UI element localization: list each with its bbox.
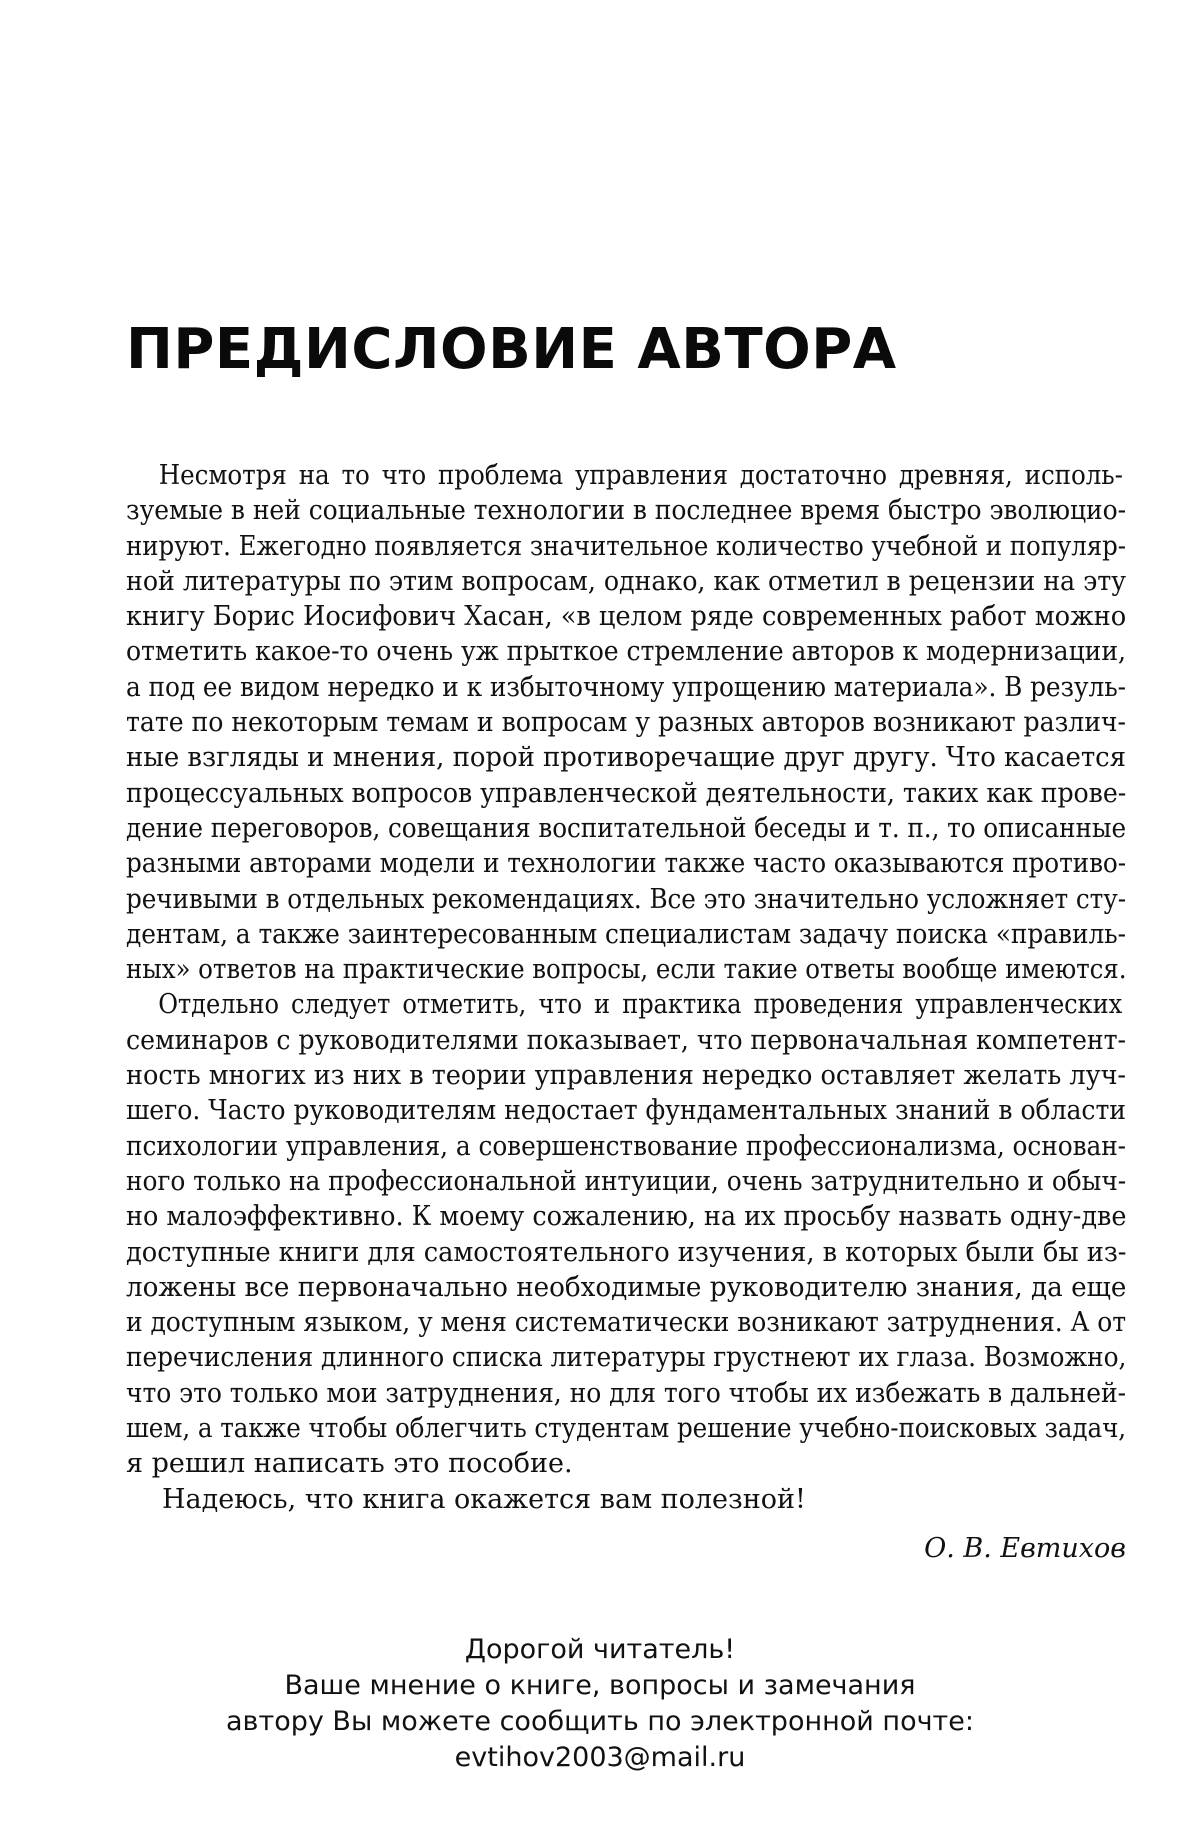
paragraph: [126, 1482, 1126, 1517]
text-line: ность многих из них в теории управления нередко оставляет желать луч-: [126, 1058, 1126, 1093]
text-line: книгу Борис Иосифович Хасан, «в целом ряде современных работ можно: [126, 599, 1126, 634]
paragraph: [126, 987, 1126, 1481]
text-line: дение переговоров, совещания воспитательной беседы и т. п., то описанные: [126, 811, 1126, 846]
text-line: я решил написать это пособие.: [126, 1446, 1126, 1481]
text-line: ных» ответов на практические вопросы, если такие ответы вообще имеются.: [126, 952, 1126, 987]
text-line: отметить какое-то очень уж прыткое стремление авторов к модернизации,: [126, 634, 1126, 669]
text-line: Надеюсь, что книга окажется вам полезной!: [126, 1482, 1126, 1517]
text-line: семинаров с руководителями показывает, что первоначальная компетент-: [126, 1023, 1126, 1058]
note-greeting: Дорогой читатель!: [150, 1632, 1050, 1668]
text-line: шего. Часто руководителям недостает фундаментальных знаний в области: [126, 1093, 1126, 1128]
note-email: evtihov2003@mail.ru: [150, 1740, 1050, 1776]
text-line: дентам, а также заинтересованным специалистам задачу поиска «правиль-: [126, 917, 1126, 952]
text-line: психологии управления, а совершенствование профессионализма, основан-: [126, 1129, 1126, 1164]
text-line: но малоэффективно. К моему сожалению, на их просьбу назвать одну-две: [126, 1199, 1126, 1234]
preface-body: [126, 458, 1126, 1517]
reader-note: [150, 1632, 1050, 1776]
text-line: тате по некоторым темам и вопросам у разных авторов возникают различ-: [126, 705, 1126, 740]
text-line: ные взгляды и мнения, порой противоречащие друг другу. Что касается: [126, 740, 1126, 775]
text-line: зуемые в ней социальные технологии в последнее время быстро эволюцио-: [126, 493, 1126, 528]
paragraph: [126, 458, 1126, 987]
text-line: ной литературы по этим вопросам, однако, как отметил в рецензии на эту: [126, 564, 1126, 599]
text-line: Несмотря на то что проблема управления достаточно древняя, исполь-: [126, 458, 1123, 493]
text-line: нируют. Ежегодно появляется значительное количество учебной и популяр-: [126, 529, 1126, 564]
text-line: ложены все первоначально необходимые руководителю знания, да еще: [126, 1270, 1126, 1305]
text-line: процессуальных вопросов управленческой деятельности, таких как прове-: [126, 776, 1126, 811]
text-line: разными авторами модели и технологии также часто оказываются противо-: [126, 846, 1126, 881]
text-line: Отдельно следует отметить, что и практика проведения управленческих: [126, 987, 1122, 1022]
book-page: [0, 0, 1200, 1848]
text-line: шем, а также чтобы облегчить студентам решение учебно-поисковых задач,: [126, 1411, 1126, 1446]
text-line: что это только мои затруднения, но для того чтобы их избежать в дальней-: [126, 1376, 1126, 1411]
text-line: речивыми в отдельных рекомендациях. Все это значительно усложняет сту-: [126, 882, 1126, 917]
note-line-1: Ваше мнение о книге, вопросы и замечания: [150, 1668, 1050, 1704]
text-line: доступные книги для самостоятельного изучения, в которых были бы из-: [126, 1235, 1126, 1270]
text-line: а под ее видом нередко и к избыточному упрощению материала». В резуль-: [126, 670, 1126, 705]
text-line: перечисления длинного списка литературы грустнеют их глаза. Возможно,: [126, 1340, 1126, 1375]
text-line: и доступным языком, у меня систематически возникают затруднения. А от: [126, 1305, 1126, 1340]
text-line: ного только на профессиональной интуиции, очень затруднительно и обыч-: [126, 1164, 1126, 1199]
page-title: ПРЕДИСЛОВИЕ АВТОРА: [126, 322, 897, 378]
note-line-2: автору Вы можете сообщить по электронной почте:: [150, 1704, 1050, 1740]
author-signature: О. В. Евтихов: [924, 1531, 1126, 1566]
